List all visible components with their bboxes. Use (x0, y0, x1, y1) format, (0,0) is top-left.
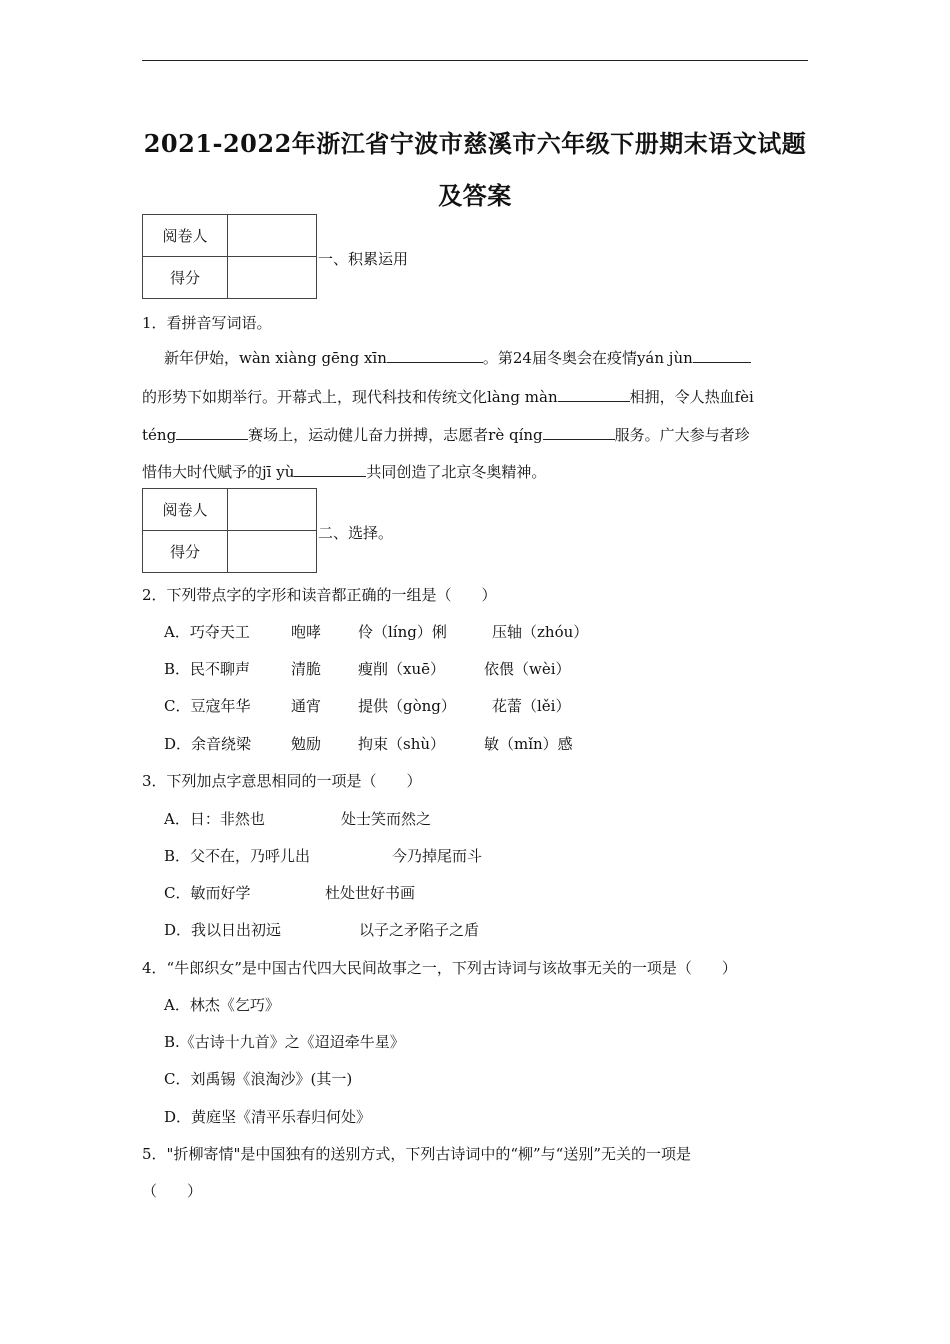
grader-cell[interactable] (228, 215, 317, 257)
question-4-option-d[interactable]: D．黄庭坚《清平乐春归何处》 (164, 1108, 372, 1126)
question-3-stem: 3．下列加点字意思相同的一项是（ ） (142, 772, 422, 790)
question-4-stem: 4．“牛郎织女”是中国古代四大民间故事之一，下列古诗词与该故事无关的一项是（ ） (142, 959, 737, 977)
grader-label: 阅卷人 (143, 489, 228, 531)
score-cell[interactable] (228, 257, 317, 299)
score-label: 得分 (143, 257, 228, 299)
question-3-option-d[interactable]: D．我以日出初远 以子之矛陷子之盾 (164, 921, 480, 939)
answer-blank[interactable] (387, 348, 483, 363)
question-2-option-d[interactable]: D．余音绕梁 勉励 拘束（shù） 敏（mǐn）感 (164, 735, 573, 753)
question-1-line2: 的形势下如期举行。开幕式上，现代科技和传统文化làng màn 相拥，令人热血fèi (142, 388, 754, 406)
question-1-passage: 新年伊始，wàn xiàng gēng xīn 。第24届冬奥会在疫情yán jùn (142, 340, 810, 378)
score-cell[interactable] (228, 531, 317, 573)
question-3-option-b[interactable]: B．父不在，乃呼儿出 今乃掉尾而斗 (164, 847, 483, 865)
score-table-1 (142, 214, 317, 299)
question-2-option-a[interactable]: A．巧夺天工 咆哮 伶（líng）俐 压轴（zhóu） (164, 623, 589, 641)
section-heading-2: 二、选择。 (318, 524, 394, 542)
answer-blank[interactable] (294, 462, 366, 477)
grader-label: 阅卷人 (143, 215, 228, 257)
question-5-answer-bracket: （ ） (142, 1182, 203, 1200)
question-4-option-b[interactable]: B.《古诗十九首》之《迢迢牵牛星》 (164, 1033, 405, 1051)
question-1-stem: 1．看拼音写词语。 (142, 314, 272, 332)
question-2-option-c[interactable]: C．豆寇年华 通宵 提供（gòng） 花蕾（lěi） (164, 697, 571, 715)
score-label: 得分 (143, 531, 228, 573)
answer-blank[interactable] (558, 387, 630, 402)
answer-blank[interactable] (543, 425, 615, 440)
answer-blank[interactable] (693, 348, 751, 363)
question-2-option-b[interactable]: B．民不聊声 清脆 瘦削（xuē） 依偎（wèi） (164, 660, 571, 678)
question-2-stem: 2．下列带点字的字形和读音都正确的一组是（ ） (142, 586, 497, 604)
page-title-line2: 及答案 (438, 181, 512, 210)
question-5-stem: 5．"折柳寄情"是中国独有的送别方式，下列古诗词中的“柳”与“送别”无关的一项是 (142, 1145, 692, 1163)
grader-cell[interactable] (228, 489, 317, 531)
score-table-2 (142, 488, 317, 573)
question-1-line3: téng 赛场上，运动健儿奋力拼搏，志愿者rè qíng 服务。广大参与者珍 (142, 426, 750, 444)
question-3-option-c[interactable]: C．敏而好学 杜处世好书画 (164, 884, 416, 902)
question-3-option-a[interactable]: A．日：非然也 处士笑而然之 (164, 810, 432, 828)
question-1-line4: 惜伟大时代赋予的jī yù 共同创造了北京冬奥精神。 (142, 463, 547, 481)
page-title: 2021-2022年浙江省宁波市慈溪市六年级下册期末语文试题 (143, 129, 807, 158)
question-4-option-a[interactable]: A．林杰《乞巧》 (164, 996, 280, 1014)
section-heading-1: 一、积累运用 (318, 250, 409, 268)
header-rule (142, 60, 808, 61)
question-4-option-c[interactable]: C．刘禹锡《浪淘沙》(其一) (164, 1070, 353, 1088)
answer-blank[interactable] (176, 425, 248, 440)
